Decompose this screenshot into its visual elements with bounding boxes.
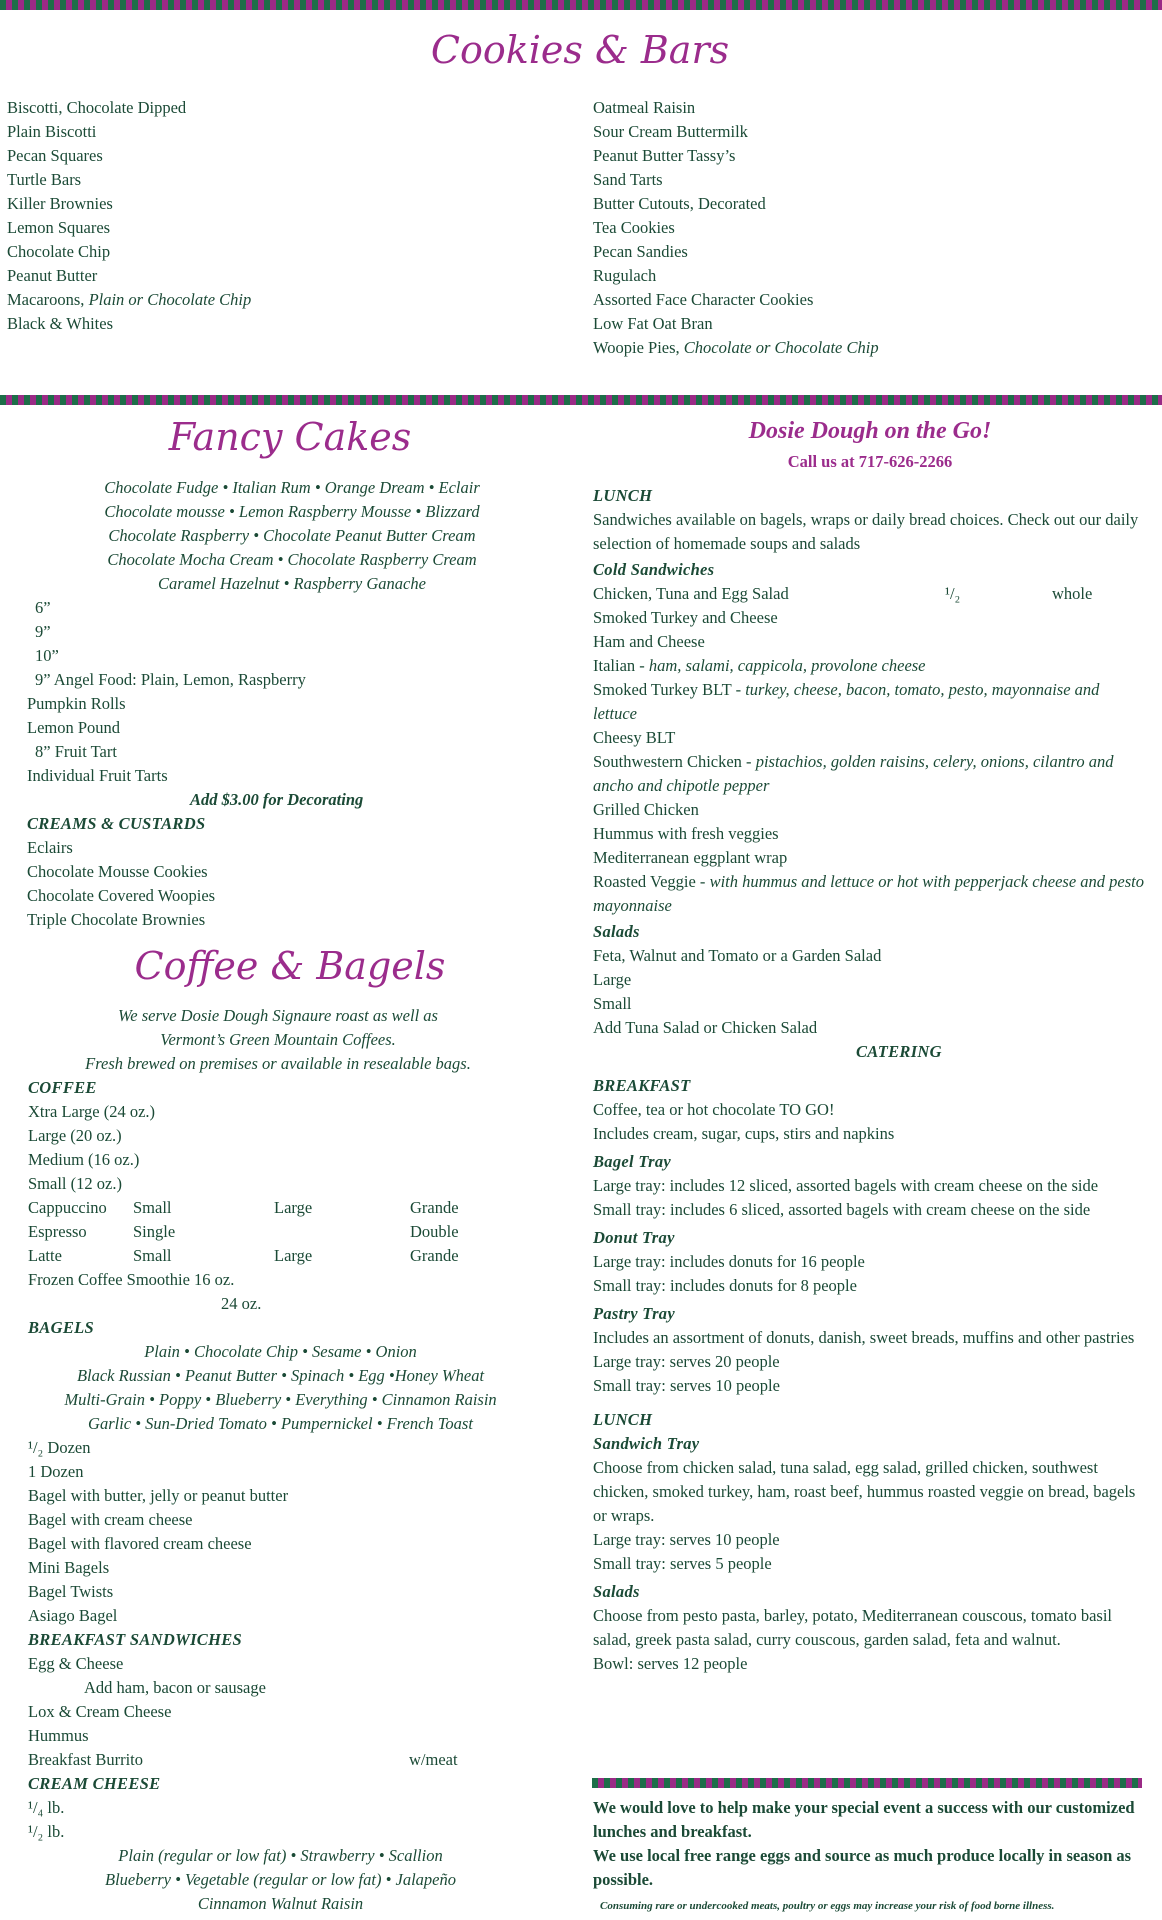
cookie-item: Turtle Bars [7, 170, 82, 189]
cream-flavor-line: Cinnamon Walnut Raisin [197, 1894, 364, 1913]
coffee-size: Xtra Large (24 oz.) [28, 1102, 156, 1121]
breakfast-item: Coffee, tea or hot chocolate TO GO! [593, 1100, 835, 1119]
cream-cheese-size: ¹/₂ lb. [28, 1822, 65, 1841]
sandwich-item: Mediterranean eggplant wrap [593, 848, 788, 867]
cake-size: 10” [35, 646, 59, 665]
cake-flavor-line: Chocolate mousse • Lemon Raspberry Mousse • Blizzard [104, 502, 480, 521]
bagel-tray-item: Large tray: includes 12 sliced, assorted bagels with cream cheese on the side [593, 1176, 1099, 1195]
cookies-left-list [7, 96, 251, 336]
cookie-item: Low Fat Oat Bran [593, 314, 713, 333]
to-go-title: Dosie Dough on the Go! [748, 418, 992, 444]
cake-flavor-line: Caramel Hazelnut • Raspberry Ganache [158, 574, 426, 593]
cookie-item-woopie: Woopie Pies, Chocolate or Chocolate Chip [593, 338, 879, 357]
breakfast-heading: BREAKFAST [593, 1076, 691, 1095]
donut-tray-heading: Donut Tray [593, 1228, 675, 1247]
coffee-intro-line: Fresh brewed on premises or available in resealable bags. [85, 1054, 471, 1073]
cake-flavors [27, 476, 557, 596]
bagel-item: ¹/₂ Dozen [28, 1438, 91, 1457]
sandwich-turkey-blt: Smoked Turkey BLT - turkey, cheese, bacon, tomato, pesto, mayonnaise and lettuce [593, 680, 1100, 723]
catering-salad-item: Choose from pesto pasta, barley, potato, Mediterranean couscous, tomato basil salad, greek pasta salad, curry couscous, garden salad, feta and walnut. [593, 1606, 1113, 1649]
specialty-row: Espresso Single Double [28, 1222, 459, 1241]
sandwich-item: Ham and Cheese [593, 632, 705, 651]
sandwich-item: Cheesy BLT [593, 728, 676, 747]
specialty-row: Latte Small Large Grande [28, 1246, 459, 1265]
cookie-item: Peanut Butter Tassy’s [593, 146, 736, 165]
coffee-size: Large (20 oz.) [28, 1126, 122, 1145]
to-go-section [593, 484, 1145, 1676]
sandwich-roasted: Roasted Veggie - with hummus and lettuce or hot with pepperjack cheese and pesto mayonnaise [593, 872, 1144, 915]
sandwich-item: Egg & Cheese [28, 1654, 124, 1673]
cookie-item: Biscotti, Chocolate Dipped [7, 98, 187, 117]
creams-heading: CREAMS & CUSTARDS [27, 814, 206, 833]
donut-tray-item: Small tray: includes donuts for 8 people [593, 1276, 857, 1295]
coffee-size: Small (12 oz.) [28, 1174, 122, 1193]
promo-line: We use local free range eggs and source as much produce locally in season as possible. [593, 1846, 1132, 1889]
cold-sandwiches-heading: Cold Sandwiches [593, 560, 715, 579]
smoothie-size: 24 oz. [221, 1294, 262, 1313]
cake-flavor-line: Chocolate Mocha Cream • Chocolate Raspberry Cream [107, 550, 477, 569]
cream-cheese-heading: CREAM CHEESE [28, 1774, 161, 1793]
top-stripe [0, 0, 1162, 10]
salads-heading: Salads [593, 922, 640, 941]
sandwich-item: Smoked Turkey and Cheese [593, 608, 778, 627]
coffee-intro [28, 1004, 528, 1076]
cookie-item: Sand Tarts [593, 170, 663, 189]
cream-flavor-line: Blueberry • Vegetable (regular or low fat) • Jalapeño [105, 1870, 456, 1889]
bagel-tray-item: Small tray: includes 6 sliced, assorted bagels with cream cheese on the side [593, 1200, 1091, 1219]
catering-heading: CATERING [856, 1042, 942, 1061]
cookie-item: Killer Brownies [7, 194, 113, 213]
catering-salads-heading: Salads [593, 1582, 640, 1601]
cookie-item: Plain Biscotti [7, 122, 97, 141]
cookie-item: Tea Cookies [593, 218, 675, 237]
cake-item: 9” Angel Food: Plain, Lemon, Raspberry [35, 670, 306, 689]
cake-item: 8” Fruit Tart [35, 742, 117, 761]
cookie-item: Assorted Face Character Cookies [593, 290, 814, 309]
salad-item: Feta, Walnut and Tomato or a Garden Salad [593, 946, 882, 965]
sandwich-southwestern: Southwestern Chicken - pistachios, golden raisins, celery, onions, cilantro and ancho and chipotle pepper [593, 752, 1114, 795]
sandwich-item: Hummus [28, 1726, 89, 1745]
lunch-intro: Sandwiches available on bagels, wraps or daily bread choices. Check out our daily selection of homemade soups and salads [593, 510, 1139, 553]
donut-tray-item: Large tray: includes donuts for 16 people [593, 1252, 865, 1271]
bagel-flavors [28, 1340, 533, 1436]
fancy-cakes-title: Fancy Cakes [168, 415, 412, 459]
cream-item: Chocolate Covered Woopies [27, 886, 216, 905]
cookie-item: Pecan Squares [7, 146, 103, 165]
bagel-flavor-line: Multi-Grain • Poppy • Blueberry • Everything • Cinnamon Raisin [64, 1390, 497, 1409]
bagel-flavor-line: Plain • Chocolate Chip • Sesame • Onion [144, 1342, 417, 1361]
lunch-heading: LUNCH [593, 486, 653, 505]
cookie-item: Rugulach [593, 266, 657, 285]
pastry-tray-item: Includes an assortment of donuts, danish, sweet breads, muffins and other pastries [593, 1328, 1135, 1347]
pastry-tray-heading: Pastry Tray [593, 1304, 675, 1323]
salad-item: Large [593, 970, 632, 989]
cake-size: 6” [35, 598, 51, 617]
call-number: Call us at 717-626-2266 [787, 452, 953, 471]
cake-flavor-line: Chocolate Fudge • Italian Rum • Orange Dream • Eclair [104, 478, 480, 497]
bagel-item: Bagel Twists [28, 1582, 114, 1601]
decorating-note: Add $3.00 for Decorating [190, 790, 364, 809]
fancy-cakes-section [27, 476, 567, 932]
pastry-tray-item: Small tray: serves 10 people [593, 1376, 780, 1395]
cookie-item: Oatmeal Raisin [593, 98, 696, 117]
disclaimer: Consuming rare or undercooked meats, poultry or eggs may increase your risk of food borne illness. [600, 1900, 1055, 1912]
promo-line: We would love to help make your special event a success with our customized lunches and breakfast. [593, 1798, 1135, 1841]
sandwich-item: Hummus with fresh veggies [593, 824, 779, 843]
bagel-item: 1 Dozen [28, 1462, 84, 1481]
cream-cheese-flavors [28, 1844, 533, 1916]
cookies-right-list [593, 96, 879, 360]
coffee-bagels-title: Coffee & Bagels [134, 944, 446, 988]
bagel-item: Asiago Bagel [28, 1606, 118, 1625]
cookie-item: Lemon Squares [7, 218, 111, 237]
sandwich-tray-item: Small tray: serves 5 people [593, 1554, 772, 1573]
promo-stripe [592, 1778, 1142, 1788]
breakfast-sandwiches-heading: BREAKFAST SANDWICHES [28, 1630, 243, 1649]
cookie-item: Chocolate Chip [7, 242, 111, 261]
lunch-catering-heading: LUNCH [593, 1410, 653, 1429]
bagel-item: Bagel with flavored cream cheese [28, 1534, 252, 1553]
sandwich-tray-item: Large tray: serves 10 people [593, 1530, 780, 1549]
catering-salad-item: Bowl: serves 12 people [593, 1654, 748, 1673]
bagel-flavor-line: Black Russian • Peanut Butter • Spinach • Egg •Honey Wheat [76, 1366, 485, 1385]
coffee-heading: COFFEE [28, 1078, 97, 1097]
cake-item: Lemon Pound [27, 718, 121, 737]
cake-size: 9” [35, 622, 51, 641]
add-meat-note: Add ham, bacon or sausage [84, 1678, 266, 1697]
cookie-item: Pecan Sandies [593, 242, 688, 261]
cream-flavor-line: Plain (regular or low fat) • Strawberry • Scallion [118, 1846, 443, 1865]
cookie-item: Sour Cream Buttermilk [593, 122, 748, 141]
cake-flavor-line: Chocolate Raspberry • Chocolate Peanut Butter Cream [108, 526, 476, 545]
sandwich-tray-heading: Sandwich Tray [593, 1434, 700, 1453]
middle-stripe [0, 395, 1162, 405]
coffee-bagels-section [28, 1004, 568, 1916]
sandwich-item: Grilled Chicken [593, 800, 699, 819]
cream-item: Eclairs [27, 838, 73, 857]
cookie-item-macaroons: Macaroons, Plain or Chocolate Chip [7, 290, 252, 309]
coffee-intro-line: Vermont’s Green Mountain Coffees. [160, 1030, 396, 1049]
coffee-intro-line: We serve Dosie Dough Signaure roast as well as [118, 1006, 438, 1025]
cream-item: Chocolate Mousse Cookies [27, 862, 208, 881]
cookies-title: Cookies & Bars [430, 28, 730, 72]
cake-item: Pumpkin Rolls [27, 694, 126, 713]
cake-item: Individual Fruit Tarts [27, 766, 168, 785]
salad-item: Small [593, 994, 632, 1013]
cookie-item: Peanut Butter [7, 266, 98, 285]
cream-item: Triple Chocolate Brownies [27, 910, 206, 929]
sandwich-tray-item: Choose from chicken salad, tuna salad, egg salad, grilled chicken, southwest chicken, smoked turkey, ham, roast beef, hummus roasted veggie on bread, bagels or wraps. [593, 1458, 1136, 1525]
bagel-item: Bagel with cream cheese [28, 1510, 193, 1529]
cream-cheese-size: ¹/₄ lb. [28, 1798, 65, 1817]
sandwich-item: Lox & Cream Cheese [28, 1702, 172, 1721]
coffee-size: Medium (16 oz.) [28, 1150, 140, 1169]
bagel-item: Bagel with butter, jelly or peanut butter [28, 1486, 289, 1505]
bagels-heading: BAGELS [28, 1318, 94, 1337]
cookie-item: Butter Cutouts, Decorated [593, 194, 766, 213]
price-header-row: Chicken, Tuna and Egg Salad ¹/₂ whole [593, 584, 1093, 603]
smoothie-item: Frozen Coffee Smoothie 16 oz. [28, 1270, 235, 1289]
promo-block [593, 1796, 1145, 1892]
salad-item: Add Tuna Salad or Chicken Salad [593, 1018, 818, 1037]
burrito-row: Breakfast Burrito w/meat [28, 1750, 458, 1769]
specialty-row: Cappuccino Small Large Grande [28, 1198, 459, 1217]
bagel-flavor-line: Garlic • Sun-Dried Tomato • Pumpernickel • French Toast [88, 1414, 473, 1433]
sandwich-italian: Italian - ham, salami, cappicola, provolone cheese [593, 656, 926, 675]
bagel-tray-heading: Bagel Tray [593, 1152, 671, 1171]
pastry-tray-item: Large tray: serves 20 people [593, 1352, 780, 1371]
breakfast-item: Includes cream, sugar, cups, stirs and napkins [593, 1124, 895, 1143]
cookie-item: Black & Whites [7, 314, 114, 333]
bagel-item: Mini Bagels [28, 1558, 110, 1577]
